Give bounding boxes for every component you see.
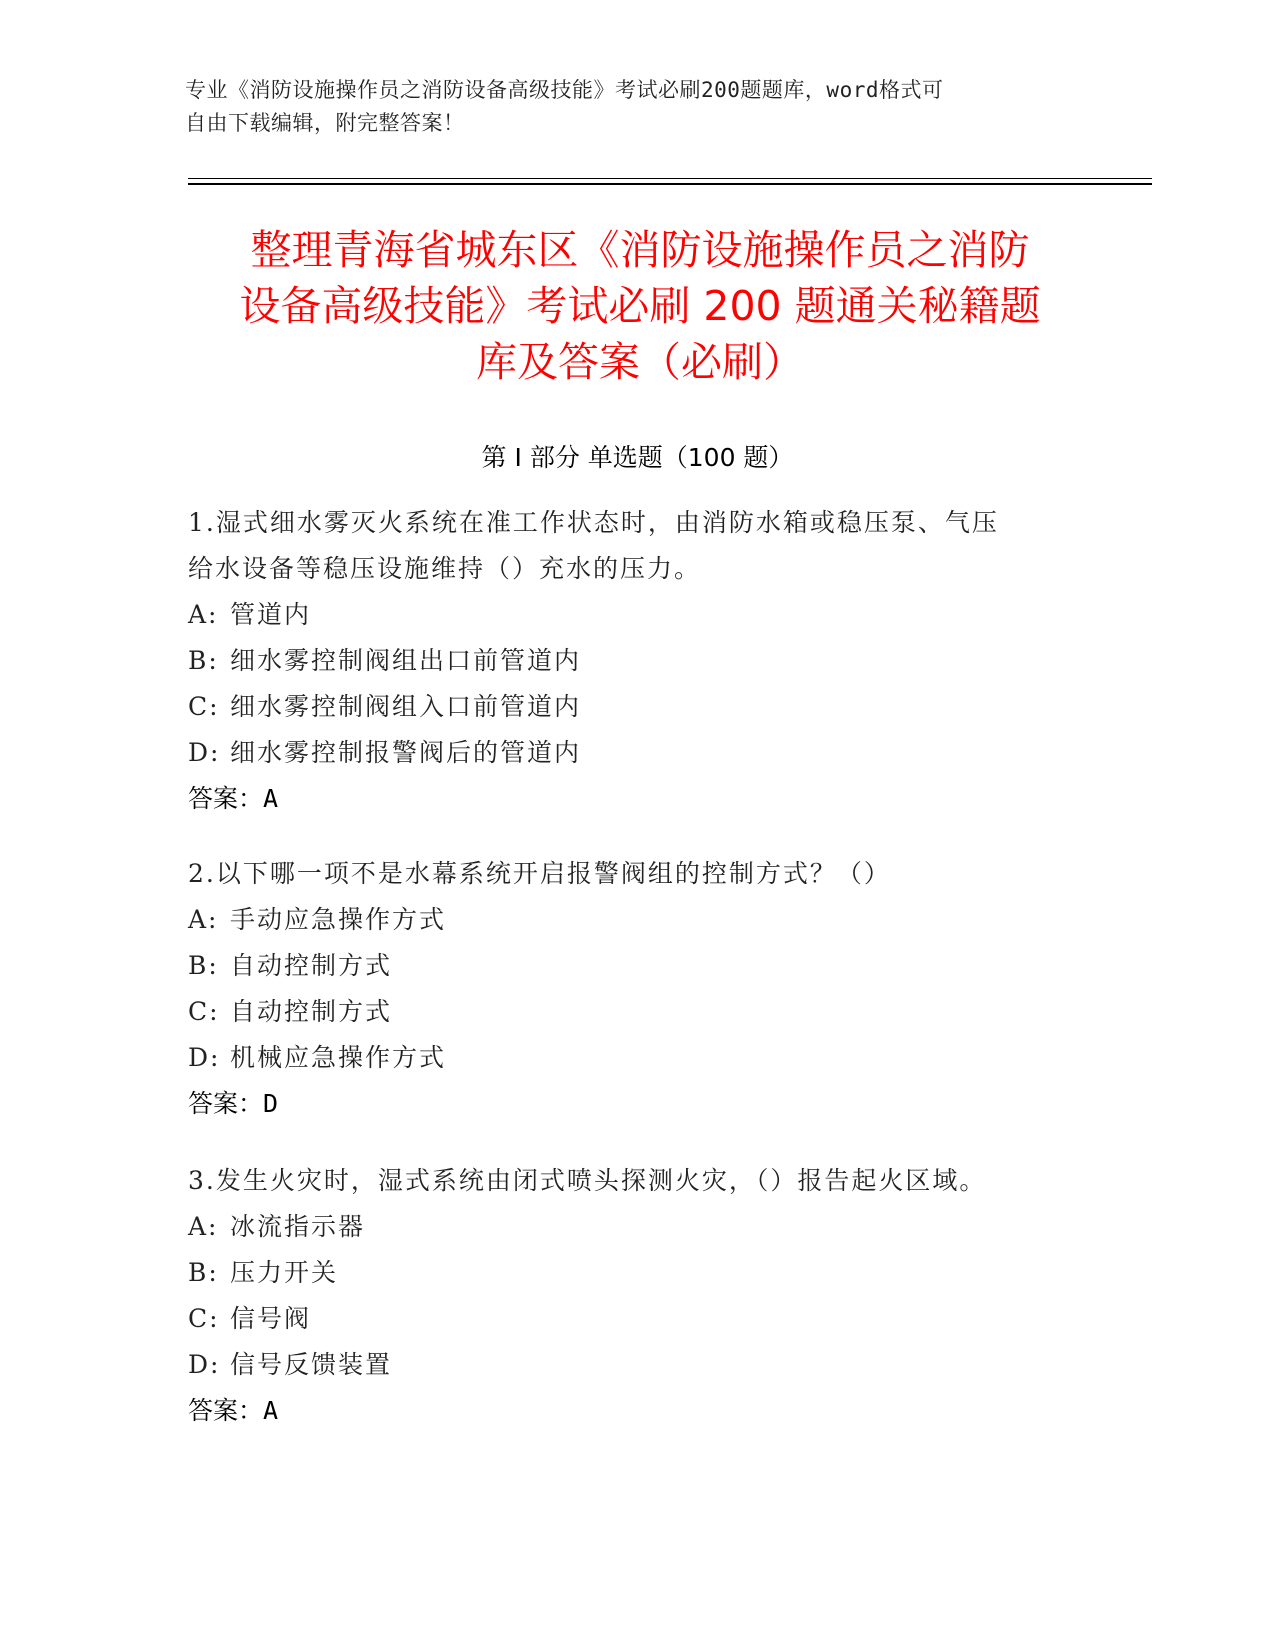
option-key: D: — [188, 1350, 221, 1379]
header-divider-thick — [188, 183, 1152, 185]
option-key: C: — [188, 692, 220, 721]
header-note-line-2: 自由下载编辑，附完整答案！ — [185, 111, 465, 135]
question-2 — [188, 851, 1088, 1127]
document-title-line-1: 整理青海省城东区《消防设施操作员之消防 — [250, 226, 1030, 274]
option-text: 手动应急操作方式 — [230, 905, 447, 934]
option-text: 压力开关 — [230, 1258, 339, 1287]
question-stem-line-1: 2.以下哪一项不是水幕系统开启报警阀组的控制方式？（） — [188, 859, 891, 888]
answer-line — [188, 1388, 1088, 1434]
option-key: D: — [188, 738, 221, 767]
answer-line — [188, 1081, 1088, 1127]
option-a — [188, 592, 1088, 638]
question-stem-line-1: 1.湿式细水雾灭火系统在准工作状态时，由消防水箱或稳压泵、气压 — [188, 508, 999, 537]
option-key: A: — [188, 905, 219, 934]
answer-label: 答案： — [188, 1089, 264, 1118]
option-d — [188, 1035, 1088, 1081]
section-title: 第 I 部分 单选题（100 题） — [481, 443, 794, 472]
question-1 — [188, 500, 1088, 822]
document-title-line-2: 设备高级技能》考试必刷 200 题通关秘籍题 — [239, 282, 1041, 330]
option-key: C: — [188, 997, 220, 1026]
document-title — [190, 222, 1090, 390]
question-3 — [188, 1158, 1088, 1434]
answer-label: 答案： — [188, 784, 264, 813]
option-d — [188, 1342, 1088, 1388]
question-stem — [188, 1158, 1088, 1204]
question-stem — [188, 851, 1088, 897]
option-key: A: — [188, 1212, 219, 1241]
question-stem — [188, 500, 1088, 592]
option-key: C: — [188, 1304, 220, 1333]
option-key: B: — [188, 1258, 219, 1287]
answer-value: A — [263, 1396, 279, 1425]
option-text: 信号反馈装置 — [230, 1350, 393, 1379]
option-key: B: — [188, 646, 219, 675]
answer-value: D — [263, 1089, 279, 1118]
answer-label: 答案： — [188, 1396, 264, 1425]
option-key: A: — [188, 600, 219, 629]
option-text: 冰流指示器 — [230, 1212, 366, 1241]
option-text: 细水雾控制报警阀后的管道内 — [230, 738, 582, 767]
option-text: 自动控制方式 — [230, 997, 393, 1026]
option-key: D: — [188, 1043, 221, 1072]
header-divider-thin — [188, 178, 1152, 179]
option-c — [188, 989, 1088, 1035]
option-key: B: — [188, 951, 219, 980]
option-d — [188, 730, 1088, 776]
header-note-line-1: 专业《消防设施操作员之消防设备高级技能》考试必刷200题题库，word格式可 — [185, 78, 944, 102]
answer-value: A — [263, 784, 279, 813]
option-c — [188, 1296, 1088, 1342]
option-text: 信号阀 — [230, 1304, 312, 1333]
header-note — [185, 74, 1065, 140]
option-text: 自动控制方式 — [230, 951, 393, 980]
option-text: 细水雾控制阀组入口前管道内 — [230, 692, 582, 721]
option-c — [188, 684, 1088, 730]
option-b — [188, 1250, 1088, 1296]
option-b — [188, 638, 1088, 684]
question-stem-line-1: 3.发生火灾时，湿式系统由闭式喷头探测火灾，（）报告起火区域。 — [188, 1166, 987, 1195]
document-title-line-3: 库及答案（必刷） — [476, 338, 804, 386]
option-text: 管道内 — [230, 600, 312, 629]
option-a — [188, 1204, 1088, 1250]
option-b — [188, 943, 1088, 989]
option-text: 机械应急操作方式 — [230, 1043, 447, 1072]
question-stem-line-2: 给水设备等稳压设施维持（）充水的压力。 — [188, 554, 702, 583]
option-text: 细水雾控制阀组出口前管道内 — [230, 646, 582, 675]
option-a — [188, 897, 1088, 943]
answer-line — [188, 776, 1088, 822]
